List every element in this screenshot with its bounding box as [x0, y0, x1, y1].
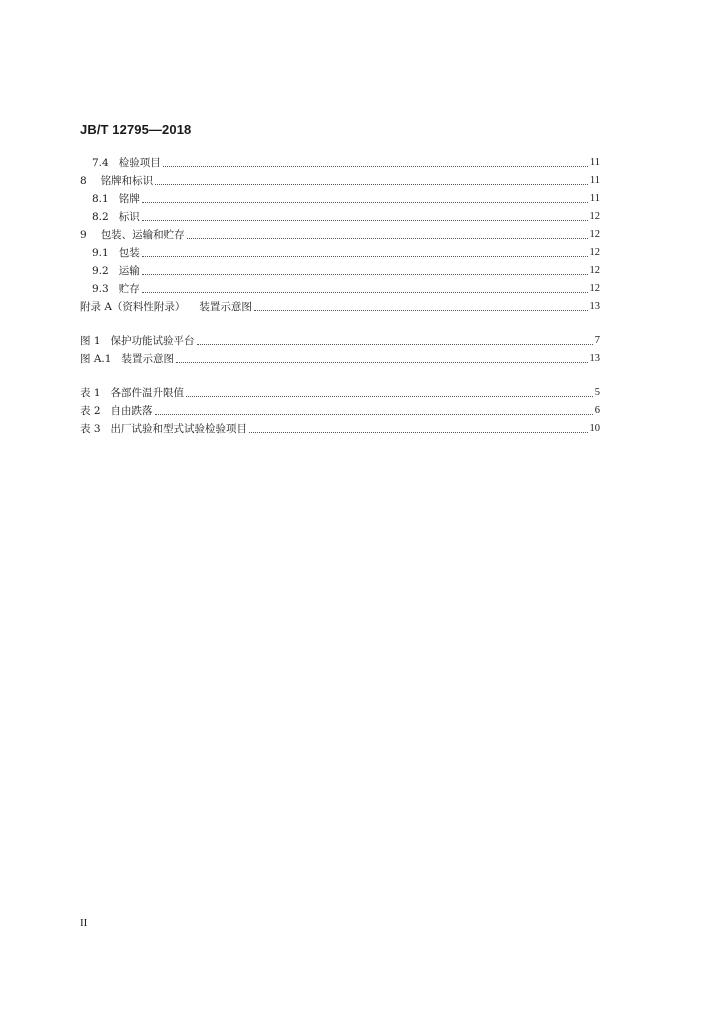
toc-entry-number: 8 [80, 175, 87, 187]
toc-entry-title: 运输 [118, 265, 140, 277]
toc-entry-title: 包装、运输和贮存 [100, 229, 185, 241]
leader-dots [155, 184, 588, 185]
figure-entry[interactable] [80, 332, 600, 348]
document-code: JB/T 12795—2018 [80, 122, 192, 137]
leader-dots [142, 256, 588, 257]
table-title: 自由跌落 [110, 405, 153, 417]
toc-entry-title: 贮存 [118, 283, 140, 295]
figure-page: 13 [589, 353, 600, 364]
table-page: 10 [589, 423, 600, 434]
table-title: 各部件温升限值 [110, 387, 185, 399]
toc-entry-number: 9.2 [92, 265, 109, 277]
toc-entry[interactable] [92, 208, 600, 224]
toc-entry-number: 9.3 [92, 283, 109, 295]
leader-dots [163, 166, 588, 167]
toc-entry-title: 标识 [118, 211, 140, 223]
toc-entry-title: 包装 [118, 247, 140, 259]
table-number: 表 3 [80, 423, 101, 435]
figure-number: 图 A.1 [80, 353, 112, 365]
table-entry[interactable] [80, 402, 600, 418]
figure-title: 保护功能试验平台 [110, 335, 195, 347]
toc-entry[interactable] [92, 280, 600, 296]
leader-dots [142, 220, 588, 221]
toc-entry-page: 11 [589, 193, 600, 204]
toc-entry-number: 7.4 [92, 157, 109, 169]
leader-dots [254, 310, 588, 311]
toc-entry-number: 8.2 [92, 211, 109, 223]
page-number: II [80, 917, 88, 929]
toc-entry[interactable] [92, 190, 600, 206]
toc-entry-title: 铭牌和标识 [100, 175, 154, 187]
toc-entry-title: 装置示意图 [199, 301, 252, 313]
toc-entry-page: 12 [589, 211, 600, 222]
table-entry[interactable] [80, 420, 600, 436]
leader-dots [249, 432, 587, 433]
toc-entry[interactable] [92, 262, 600, 278]
toc-entry-number: 9 [80, 229, 87, 241]
toc-entry-page: 11 [589, 157, 600, 168]
figure-page: 7 [594, 335, 600, 346]
toc-entry-title: 铭牌 [118, 193, 140, 205]
toc-entry-page: 13 [589, 301, 600, 312]
leader-dots [142, 202, 588, 203]
figure-title: 装置示意图 [121, 353, 174, 365]
toc-entry-title: 检验项目 [118, 157, 161, 169]
leader-dots [176, 362, 588, 363]
toc-entry-number: 附录 A（资料性附录） [80, 301, 186, 313]
table-entry[interactable] [80, 384, 600, 400]
table-number: 表 2 [80, 405, 101, 417]
toc-entry-page: 12 [589, 283, 600, 294]
toc-entry-number: 8.1 [92, 193, 109, 205]
table-page: 6 [594, 405, 600, 416]
toc-entry[interactable] [80, 172, 600, 188]
table-page: 5 [594, 387, 600, 398]
figure-entry[interactable] [80, 350, 600, 366]
table-number: 表 1 [80, 387, 101, 399]
toc-entry-page: 12 [589, 265, 600, 276]
toc-entry-page: 12 [589, 229, 600, 240]
toc-entry-appendix[interactable] [80, 298, 600, 314]
leader-dots [187, 238, 588, 239]
table-title: 出厂试验和型式试验检验项目 [110, 423, 248, 435]
toc-entry[interactable] [80, 226, 600, 242]
toc-entry[interactable] [92, 244, 600, 260]
toc-entry-page: 11 [589, 175, 600, 186]
figure-number: 图 1 [80, 335, 101, 347]
leader-dots [142, 292, 588, 293]
leader-dots [197, 344, 593, 345]
leader-dots [155, 414, 593, 415]
toc-entry[interactable] [92, 154, 600, 170]
toc-entry-page: 12 [589, 247, 600, 258]
leader-dots [186, 396, 593, 397]
toc-entry-number: 9.1 [92, 247, 109, 259]
leader-dots [142, 274, 588, 275]
